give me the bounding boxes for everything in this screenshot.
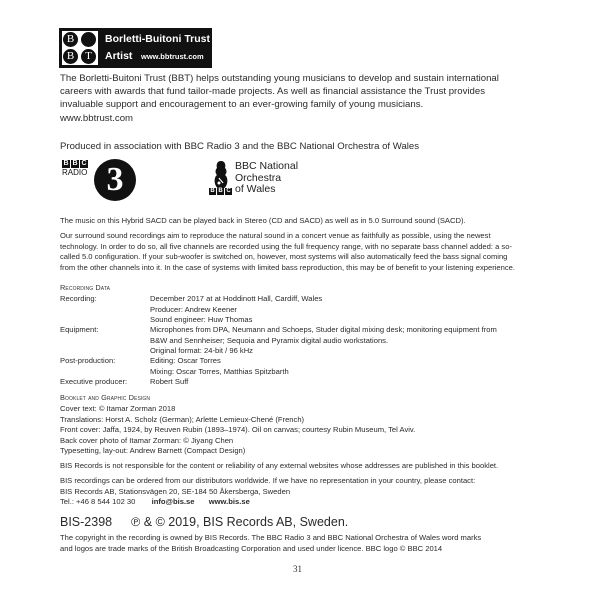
bbt-description-line: invaluable support and encouragement to an ever-growing family of young musicians. bbox=[60, 99, 424, 111]
address-line: BIS Records AB, Stationsvägen 20, SE-184 50 Åkersberga, Sweden bbox=[60, 486, 291, 496]
recording-value: December 2017 at at Hoddinott Hall, Cardiff, Wales bbox=[150, 294, 323, 303]
page-number: 31 bbox=[293, 564, 302, 574]
booklet-design-heading: Booklet and Graphic Design bbox=[60, 393, 151, 402]
equipment-value: B&W and Sennheiser; Sequoia and Pyramix digital audio workstations. bbox=[150, 335, 389, 345]
bbc-block: B bbox=[72, 160, 78, 167]
surround-description bbox=[60, 231, 515, 273]
bbt-logo-artist: Artist bbox=[105, 50, 133, 62]
website-link[interactable]: www.bis.se bbox=[208, 497, 250, 507]
bbt-circle-b2: B bbox=[63, 49, 78, 64]
copyright-line: The copyright in the recording is owned by BIS Records. The BBC Radio 3 and BBC National Orchestra of Wales word marks bbox=[60, 533, 482, 542]
bbc-logo-icon bbox=[209, 188, 232, 195]
surround-line: from the other channels into it. In the case of systems with limited bass reproduction, this may be of benefit to your listening experience. bbox=[60, 262, 516, 272]
recording-value: Sound engineer: Huw Thomas bbox=[150, 315, 253, 325]
bbc-block: C bbox=[81, 160, 87, 167]
recording-data-heading: Recording Data bbox=[60, 283, 111, 292]
post-production-label: Post-production: bbox=[60, 356, 116, 365]
recording-values bbox=[150, 294, 322, 326]
equipment-value: Original format: 24-bit / 96 kHz bbox=[150, 346, 253, 356]
sacd-intro: The music on this Hybrid SACD can be played back in Stereo (CD and SACD) as well as in 5.0 Surround sound (SACD). bbox=[60, 216, 466, 225]
bbc-now-logo-text bbox=[235, 161, 298, 184]
email-link[interactable]: info@bis.se bbox=[151, 497, 195, 507]
bbt-circle-b1: B bbox=[63, 32, 78, 47]
association-statement: Produced in association with BBC Radio 3 and the BBC National Orchestra of Wales bbox=[60, 141, 420, 152]
bbc-block: B bbox=[63, 160, 69, 167]
catalog-number: BIS-2398 bbox=[60, 515, 113, 529]
executive-producer-value: Robert Suff bbox=[150, 377, 189, 386]
bbc-logo-icon bbox=[62, 160, 88, 168]
credit-line: Front cover: Jaffa, 1924, by Reuven Rubin (1893–1974). Oil on canvas; courtesy Rubin Museum, Tel Aviv. bbox=[60, 425, 416, 435]
equipment-label: Equipment: bbox=[60, 325, 99, 334]
contact-line bbox=[60, 497, 475, 508]
telephone: Tel.: +46 8 544 102 30 bbox=[60, 497, 136, 507]
surround-line: called 5.0 configuration. If your sub-woofer is switched on, however, most systems will also automatically feed the bass signal coming bbox=[60, 252, 508, 262]
bbt-logo-title: Borletti-Buitoni Trust bbox=[105, 33, 210, 45]
bbt-circle-solid bbox=[81, 32, 96, 47]
orchestra-line: of Wales bbox=[235, 183, 276, 195]
booklet-credits bbox=[60, 404, 415, 457]
post-production-value: Mixing: Oscar Torres, Matthias Spitzbarth bbox=[150, 366, 289, 376]
orchestra-line: BBC National bbox=[235, 160, 299, 172]
bbt-artist-logo bbox=[59, 28, 212, 68]
radio3-number-icon: 3 bbox=[94, 159, 136, 201]
equipment-value: Microphones from DPA, Neumann and Schoeps, Studer digital mixing desk; monitoring equipment from bbox=[150, 325, 497, 334]
bbt-circle-t: T bbox=[81, 49, 96, 64]
websites-disclaimer: BIS Records is not responsible for the content or reliability of any external websites whose addresses are published in this booklet. bbox=[60, 461, 499, 470]
catalog-copyright: ℗ & © 2019, BIS Records AB, Sweden. bbox=[131, 515, 349, 529]
surround-line: technology. In order to do so, all five channels are recorded using the full frequency range, with no separate bass channel added: a so- bbox=[60, 241, 512, 251]
copyright-note bbox=[60, 533, 481, 554]
credit-line: Cover text: © Itamar Zorman 2018 bbox=[60, 404, 176, 413]
bbt-description-line: The Borletti-Buitoni Trust (BBT) helps outstanding young musicians to develop and sustain international bbox=[60, 73, 499, 84]
orchestra-line: Orchestra bbox=[235, 171, 282, 184]
equipment-values bbox=[150, 325, 497, 357]
bbt-website-link[interactable]: www.bbtrust.com bbox=[60, 112, 134, 124]
post-production-value: Editing: Oscar Torres bbox=[150, 356, 221, 365]
copyright-line: and logos are trade marks of the British Broadcasting Corporation and used under licence. BBC logo © BBC 2014 bbox=[60, 543, 443, 553]
bbt-description bbox=[60, 72, 590, 125]
credit-line: Typesetting, lay-out: Andrew Barnett (Compact Design) bbox=[60, 446, 246, 456]
bbc-block: B bbox=[210, 188, 215, 194]
recording-label: Recording: bbox=[60, 294, 97, 303]
recording-value: Producer: Andrew Keener bbox=[150, 304, 237, 314]
bbt-description-line: careers with awards that fund tailor-made projects. As well as financial assistance the Trust provides bbox=[60, 86, 485, 98]
ordering-line: BIS recordings can be ordered from our distributors worldwide. If we have no representation in your country, please contact: bbox=[60, 476, 476, 485]
catalog-line bbox=[60, 515, 348, 529]
credit-line: Translations: Horst A. Scholz (German); Arlette Lemieux-Chené (French) bbox=[60, 414, 305, 424]
executive-producer-label: Executive producer: bbox=[60, 377, 128, 386]
bbc-radio3-logo bbox=[62, 160, 88, 177]
bbc-block: B bbox=[218, 188, 223, 194]
bbt-circles-emblem bbox=[62, 31, 98, 65]
post-production-values bbox=[150, 356, 289, 377]
surround-line: Our surround sound recordings aim to reproduce the natural sound in a concert venue as faithfully as possible, using the newest bbox=[60, 231, 491, 240]
bbc-block: C bbox=[226, 188, 231, 194]
bbt-logo-url: www.bbtrust.com bbox=[141, 52, 204, 61]
ordering-info bbox=[60, 476, 475, 508]
radio-label: RADIO bbox=[62, 168, 88, 177]
credit-line: Back cover photo of Itamar Zorman: © Jiyang Chen bbox=[60, 435, 234, 445]
